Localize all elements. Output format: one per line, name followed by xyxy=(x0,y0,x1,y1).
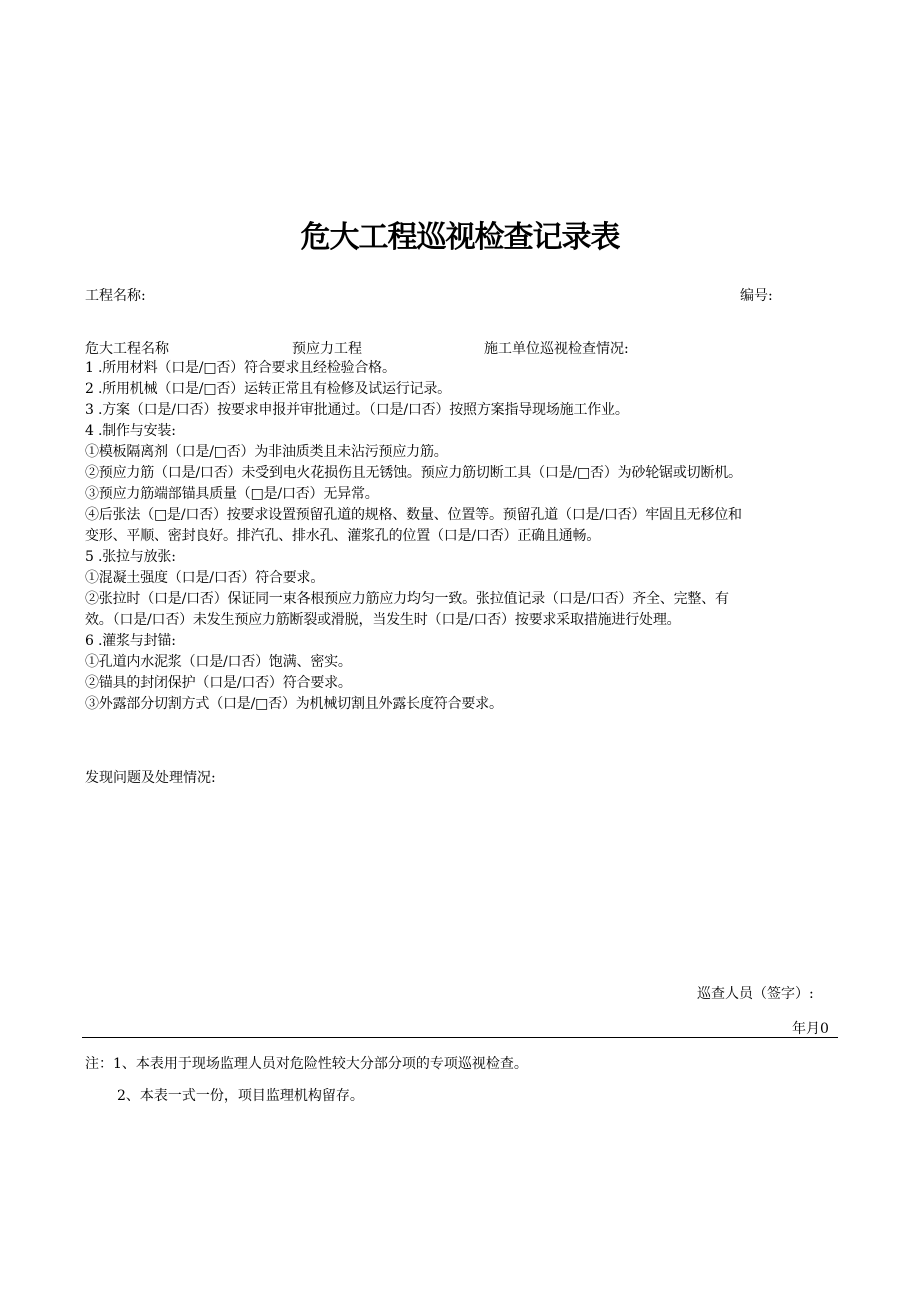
checklist-line: ②锚具的封闭保护（口是/口否）符合要求。 xyxy=(85,675,352,691)
note-line: 注：1、本表用于现场监理人员对危险性较大分部分项的专项巡视检查。 xyxy=(85,1056,528,1072)
issues-label: 发现问题及处理情况: xyxy=(85,770,216,786)
category-label: 危大工程名称 xyxy=(85,341,169,357)
checklist-line: 2 .所用机械（口是/□否）运转正常且有检修及试运行记录。 xyxy=(85,381,451,397)
checklist-line: ②张拉时（口是/口否）保证同一束各根预应力筋应力均匀一致。张拉值记录（口是/口否）齐全、完整、有 xyxy=(85,591,729,607)
checklist-line: ③外露部分切割方式（口是/□否）为机械切割且外露长度符合要求。 xyxy=(85,696,503,712)
checklist-line: ③预应力筋端部锚具质量（□是/口否）无异常。 xyxy=(85,486,379,502)
checklist-line: 1 .所用材料（口是/□否）符合要求且经检验合格。 xyxy=(85,360,396,376)
date-label: 年月0 xyxy=(792,1021,829,1037)
checklist-line: ②预应力筋（口是/口否）未受到电火花损伤且无锈蚀。预应力筋切断工具（口是/□否）为砂轮锯或切断机。 xyxy=(85,465,742,481)
checklist-line: 3 .方案（口是/口否）按要求申报并审批通过。（口是/口否）按照方案指导现场施工作业。 xyxy=(85,402,629,418)
checklist-line: 5 .张拉与放张: xyxy=(85,549,176,565)
checklist-line: 效。（口是/口否）未发生预应力筋断裂或滑脱，当发生时（口是/口否）按要求采取措施进行处理。 xyxy=(85,612,681,628)
note-line: 2、本表一式一份，项目监理机构留存。 xyxy=(117,1088,364,1104)
checklist-line: ①混凝土强度（口是/口否）符合要求。 xyxy=(85,570,325,586)
page-title: 危大工程巡视检查记录表 xyxy=(300,220,620,255)
checklist-line: ④后张法（□是/口否）按要求设置预留孔道的规格、数量、位置等。预留孔道（口是/口否）牢固且无移位和 xyxy=(85,507,742,523)
project-name-label: 工程名称: xyxy=(85,288,146,304)
checklist-line: 4 .制作与安装: xyxy=(85,423,176,439)
inspection-label: 施工单位巡视检查情况: xyxy=(484,341,629,357)
checklist-line: 变形、平顺、密封良好。排汽孔、排水孔、灌浆孔的位置（口是/口否）正确且通畅。 xyxy=(85,528,601,544)
checklist-line: 6 .灌浆与封锚: xyxy=(85,633,176,649)
checklist-line: ①模板隔离剂（口是/□否）为非油质类且未沾污预应力筋。 xyxy=(85,444,448,460)
signature-label: 巡查人员（签字）: xyxy=(697,986,814,1002)
checklist-line: ①孔道内水泥浆（口是/口否）饱满、密实。 xyxy=(85,654,352,670)
divider-line xyxy=(82,1037,838,1038)
category-value: 预应力工程 xyxy=(292,341,362,357)
number-label: 编号: xyxy=(740,288,773,304)
